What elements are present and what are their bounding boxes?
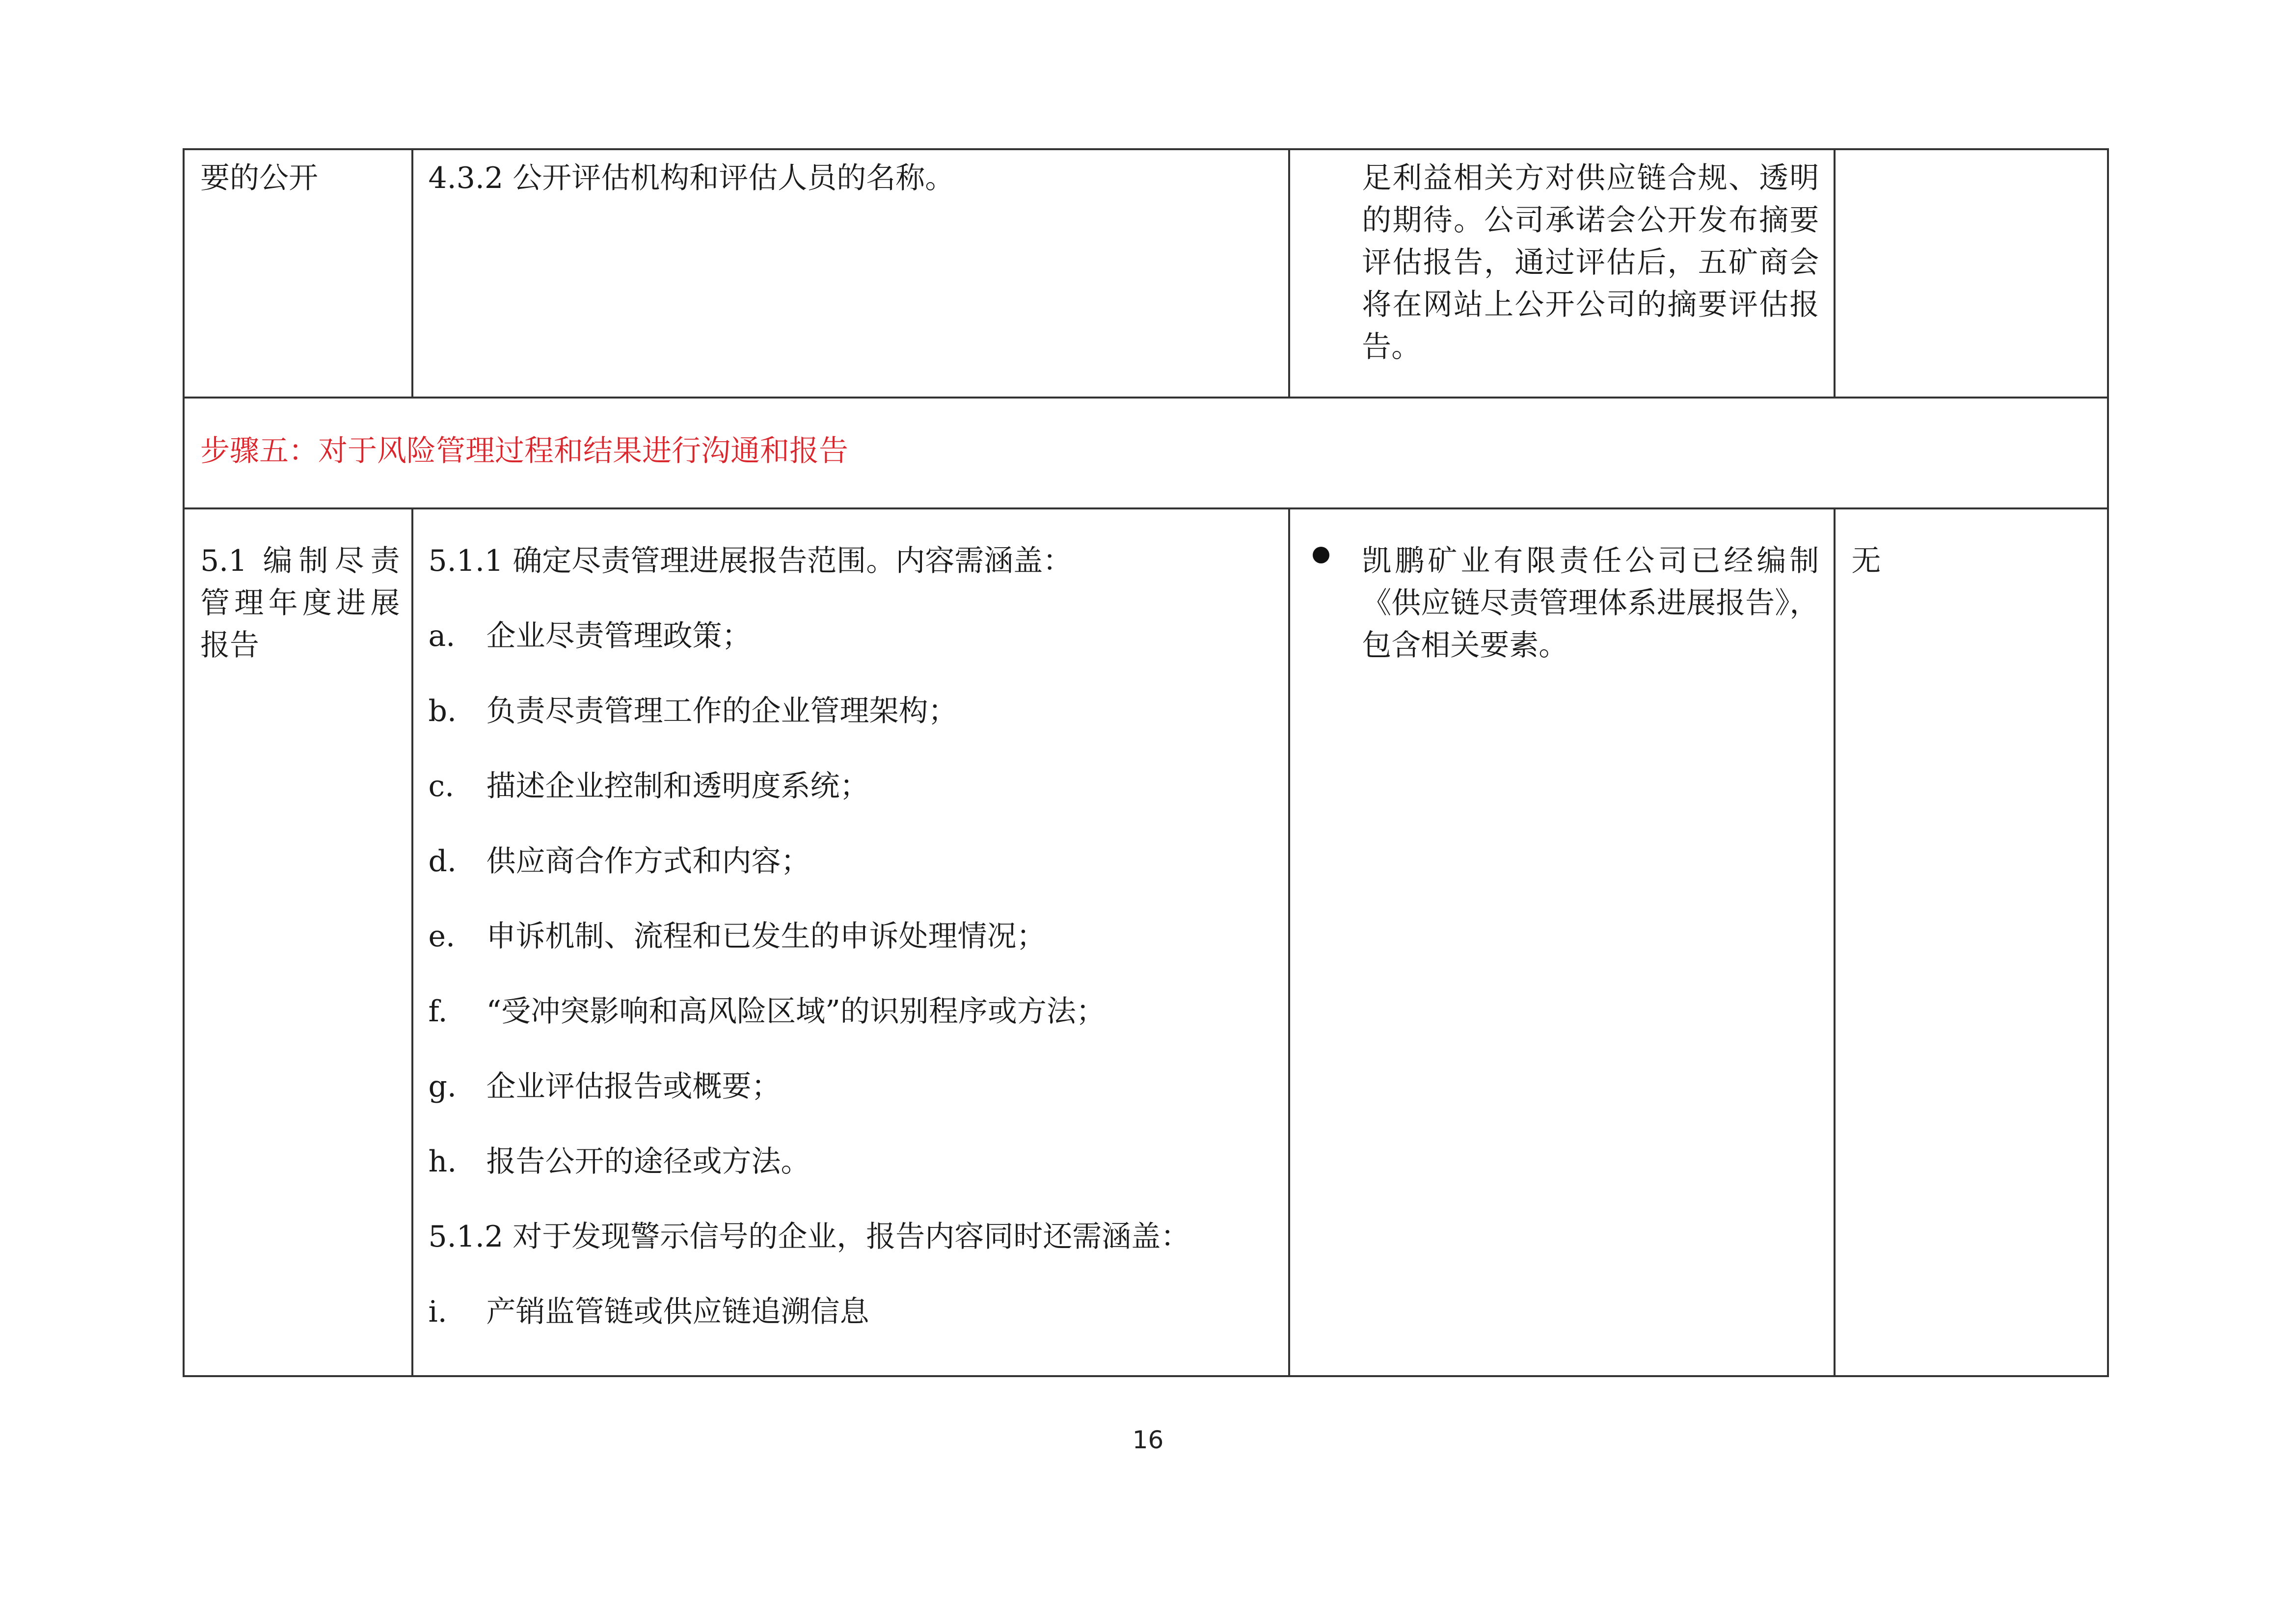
list-item-text: 负责尽责管理工作的企业管理架构； xyxy=(486,694,958,728)
audit-table xyxy=(183,148,2109,1377)
list-marker: h. xyxy=(428,1144,457,1179)
list-item xyxy=(413,615,1288,657)
list-item xyxy=(413,1141,1288,1183)
table-row xyxy=(184,508,2108,1376)
list-item-text: 产销监管链或供应链追溯信息 xyxy=(486,1295,869,1329)
list-item-text: 描述企业控制和透明度系统； xyxy=(486,769,869,803)
criteria-heading: 5.1.1 确定尽责管理进展报告范围。内容需涵盖： xyxy=(428,544,1073,578)
list-marker: i. xyxy=(428,1295,447,1329)
table-row xyxy=(184,149,2108,398)
criteria-list xyxy=(413,615,1288,1183)
requirement-cell-text: 5.1 编制尽责管理年度进展报告 xyxy=(200,544,400,663)
table-row xyxy=(184,398,2108,508)
list-item-text: 报告公开的途径或方法。 xyxy=(486,1144,810,1179)
findings-cell-text xyxy=(1290,509,1834,666)
bullet-icon xyxy=(1313,547,1329,563)
list-item xyxy=(413,1291,1288,1333)
criteria-subheading: 5.1.2 对于发现警示信号的企业，报告内容同时还需涵盖： xyxy=(428,1220,1190,1254)
table-cell xyxy=(184,149,412,398)
table-cell xyxy=(1289,508,1835,1376)
list-item xyxy=(413,690,1288,732)
list-item xyxy=(413,765,1288,807)
list-marker: g. xyxy=(428,1069,457,1104)
list-item-text: 申诉机制、流程和已发生的申诉处理情况； xyxy=(486,919,1046,954)
page-number: 16 xyxy=(1132,1426,1164,1454)
criteria-cell-text: 4.3.2 公开评估机构和评估人员的名称。 xyxy=(428,161,955,195)
list-item xyxy=(413,1065,1288,1108)
findings-text: 凯鹏矿业有限责任公司已经编制《供应链尽责管理体系进展报告》，包含相关要素。 xyxy=(1362,544,1819,663)
list-marker: c. xyxy=(428,769,455,803)
list-item xyxy=(413,990,1288,1033)
table-cell xyxy=(184,508,412,1376)
list-item xyxy=(413,840,1288,882)
list-item-text: 企业评估报告或概要； xyxy=(486,1069,781,1104)
step-five-title: 步骤五：对于风险管理过程和结果进行沟通和报告 xyxy=(200,434,848,468)
findings-cell-text: 足利益相关方对供应链合规、透明的期待。公司承诺会公开发布摘要评估报告，通过评估后，五矿商会将在网站上公开公司的摘要评估报告。 xyxy=(1362,161,1819,364)
remarks-cell-text: 无 xyxy=(1851,544,1881,578)
list-item-text: 供应商合作方式和内容； xyxy=(486,844,810,878)
list-item-text: 企业尽责管理政策； xyxy=(486,619,752,653)
table-cell xyxy=(1835,149,2108,398)
table-cell xyxy=(412,508,1289,1376)
table-cell xyxy=(1289,149,1835,398)
list-item-text: “受冲突影响和高风险区域”的识别程序或方法； xyxy=(486,994,1106,1029)
list-marker: f. xyxy=(428,994,448,1029)
list-marker: d. xyxy=(428,844,457,878)
table-cell xyxy=(412,149,1289,398)
list-marker: a. xyxy=(428,619,456,653)
list-marker: e. xyxy=(428,919,456,954)
requirement-cell-text: 要的公开 xyxy=(200,161,318,195)
section-header-cell xyxy=(184,398,2108,508)
table-cell xyxy=(1835,508,2108,1376)
remarks-cell-text xyxy=(1836,150,2107,157)
list-marker: b. xyxy=(428,694,457,728)
list-item xyxy=(413,915,1288,958)
